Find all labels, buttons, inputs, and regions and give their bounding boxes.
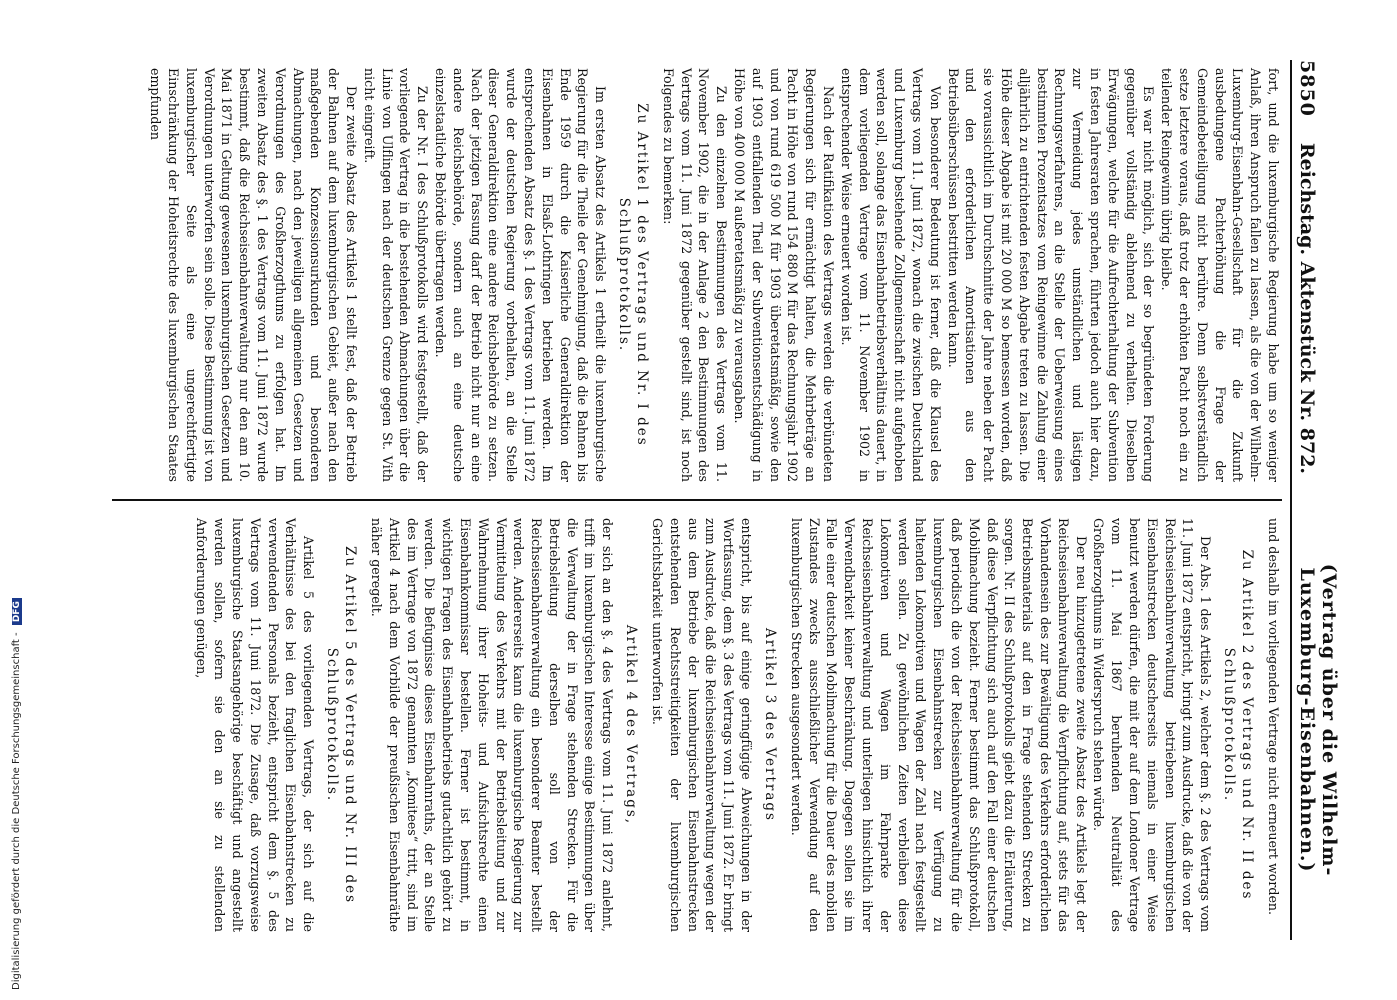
paragraph: Zu der Nr. I des Schlußprotokolls wird festgestellt, daß der vorliegende Vertrag in die bestehenden Abmachungen über die Linie von Ulflingen nach der deutschen Grenze gegen St. Vith nicht eingreift. — [361, 68, 431, 482]
side-caption — [0, 0, 22, 1000]
dfg-logo: DFG — [12, 598, 22, 625]
text-columns — [112, 60, 1282, 940]
side-caption-label: Digitalisierung gefördert durch die Deutsche Forschungsgemeinschaft - — [11, 632, 22, 990]
paragraph: Der neu hinzugetretene zweite Absatz des Artikels legt der Reichseisenbahnverwaltung die Verpflichtung auf, stets für das Vorhandensein des zur Bewältigung des Verkehrs erforderlichen Betriebsmaterials auf den in Frage stehenden Strecken zu sorgen. Nr. II des Schlußprotokolls giebt dazu die Erläuterung, daß diese Verpflichtung sich auch auf den Fall einer deutschen Mobilmachung bezieht. Ferner bestimmt das Schlußprotokoll, daß periodisch die von der Reichseisenbahnverwaltung für die luxemburgischen Eisenbahnstrecken zur Verfügung zu haltenden Lokomotiven und Wagen der Zahl nach festgestellt werden sollen. Zu gewöhnlichen Zeiten verbleiben diese Lokomotiven und Wagen im Fahrparke der Reichseisenbahnverwaltung und unterliegen hinsichtlich ihrer Verwendbarkeit keiner Beschränkung. Dagegen sollen sie im Falle einer deutschen Mobilmachung für die Dauer des mobilen Zustandes zwecks ausschließlicher Verwendung auf den luxemburgischen Strecken ausgesondert werden. — [788, 518, 1089, 932]
side-caption-text — [11, 598, 22, 990]
section-heading: Artikel 3 des Vertrags — [762, 628, 779, 822]
paragraph: Artikel 5 des vorliegenden Vertrags, der sich auf die Verhältnisse des bei den fraglichen Eisenbahnstrecken zu verwendenden Personals bezieht, entspricht dem §. 5 des Vertrags vom 11. Juni 1872. Die Zusage, daß vorzugsweise luxemburgische Staatsangehörige beschäftigt und angestellt werden sollen, sofern sie den an sie zu stellenden Anforderungen genügen, — [194, 518, 317, 932]
header-body: Reichstag. Aktenstück Nr. 872. — [1296, 142, 1318, 475]
paragraph: Zu den einzelnen Bestimmungen des Vertrags vom 11. November 1902, die in der Anlage 2 den Bestimmungen des Vertrags vom 11. Juni 1872 gegenüber gestellt sind, ist noch Folgendes zu bemerken: — [660, 68, 730, 482]
section-heading: Zu Artikel 1 des Vertrags und Nr. I des Schlußprotokolls. — [616, 103, 651, 447]
paragraph: Von besonderer Bedeutung ist ferner, daß die Klausel des Vertrags vom 11. Juni 1872, wonach die zwischen Deutschland und Luxemburg bestehende Zollgemeinschaft nicht aufgehoben werden soll, solange das Eisenbahnbetriebsverhältnis dauert, in dem vorliegenden Vertrage vom 11. November 1902 in entsprechender Weise erneuert worden ist. — [838, 68, 943, 482]
paragraph: und deshalb im vorliegenden Vertrage nicht erneuert worden. — [1266, 518, 1281, 916]
paragraph: fort, und die luxemburgische Regierung habe um so weniger Anlaß, ihren Anspruch fallen zu lassen, als die von der Wilhelm-Luxemburg-Eisenbahn-Gesellschaft für die Zukunft ausbedungene Pachterhöhung die Frage der Gemeindebeteiligung nicht berühre. Denn selbstverständlich setze letztere voraus, daß trotz der erhöhten Pacht noch ein zu teilender Reingewinn übrig bleibe. — [1159, 68, 1281, 482]
paragraph: der sich an den §. 4 des Vertrags vom 11. Juni 1872 anlehnt, trifft im luxemburgischen Interesse einige Bestimmungen über die Verwaltung der in Frage stehenden Strecken. Für die Betriebsleitung derselben soll von der Reichseisenbahnverwaltung ein besonderer Beamter bestellt werden. Andererseits kann die luxemburgische Regierung zur Vermittelung des Verkehrs mit der Betriebsleitung und zur Wahrnehmung ihrer Hoheits- und Aufsichtsrechte einen Eisenbahnkommissar bestellen. Ferner ist bestimmt, in wichtigen Fragen des Eisenbahnbetriebs gutachtlich gehört zu werden. Die Befugnisse dieses Eisenbahnraths, der an Stelle des im Vertrage von 1872 genannten „Komitees“ tritt, sind im Artikel 4 nach dem Vorbilde der preußischen Eisenbahnräthe näher geregelt. — [368, 518, 616, 932]
paragraph: Nach der Ratifikation des Vertrags werden die verbündeten Regierungen sich für ermächtigt halten, die Mehrbeträge an Pacht in Höhe von rund 154 880 M für das Rechnungsjahr 1902 und von rund 619 500 M für 1903 überetatsmäßig, sowie den auf 1903 entfallenden Theil der Subventionsentschädigung in Höhe von 400 000 M außeretatsmäßig zu verausgaben. — [732, 68, 837, 482]
header-title: (Vertrag über die Wilhelm-Luxemburg-Eisenbahnen.) — [1296, 563, 1340, 877]
paragraph: Es war nicht möglich, sich der so begründeten Forderung gegenüber vollständig ablehnend zu verhalten. Dieselben Erwägungen, welche für die Aufrechterhaltung der Subvention in festen Jahresraten sprachen, führten jedoch auch hier dazu, zur Vermeidung jedes umständlichen und lästigen Rechnungsverfahrens, an die Stelle der Ueberweisung eines bestimmten Prozentsatzes vom Reingewinne die Zahlung einer alljährlich zu entrichtenden festen Abgabe treten zu lassen. Die Höhe dieser Abgabe ist mit 20 000 M so bemessen worden, daß sie voraussichtlich im Durchschnitte der Jahre neben der Pacht und den erforderlichen Amortisationen aus den Betriebsüberschüssen bestritten werden kann. — [945, 68, 1157, 482]
left-column — [112, 60, 1282, 490]
document-page — [105, 60, 1340, 940]
paragraph: entspricht, bis auf einige geringfügige Abweichungen in der Wortfassung, dem §. 3 des Vertrags vom 11. Juni 1872. Er bringt zum Ausdrucke, daß die Reichseisenbahnverwaltung wegen der aus dem Betriebe der luxemburgischen Eisenbahnstrecken entstehenden Rechtsstreitigkeiten der luxemburgischen Gerichtsbarkeit unterworfen ist. — [650, 518, 755, 932]
paragraph: Im ersten Absatz des Artikels 1 ertheilt die luxemburgische Regierung für die Theile der Genehmigung, daß die Bahnen bis Ende 1959 durch die Kaiserliche Generaldirektion der Eisenbahnen in Elsaß-Lothringen betrieben werden. Im entsprechenden Absatz des §. 1 des Vertrags vom 11. Juni 1872 wurde der deutschen Regierung vorbehalten, an die Stelle dieser Generaldirektion eine andere Reichsbehörde zu setzen. Nach der jetzigen Fassung darf der Betrieb nicht nur an eine andere Reichsbehörde, sondern auch an eine deutsche einzelstaatliche Behörde übertragen werden. — [432, 68, 609, 482]
column-divider — [112, 499, 1282, 501]
paragraph: Der Abs. 1 des Artikels 2, welcher dem §. 2 des Vertrags vom 11. Juni 1872 entspricht, bringt zum Ausdrucke, daß die von der Reichseisenbahnverwaltung betriebenen luxemburgischen Eisenbahnstrecken deutscherseits niemals in einer Weise benutzt werden dürfen, die mit der auf dem Londoner Vertrage vom 11. Mai 1867 beruhenden Neutralität des Großherzogthums in Widerspruch stehen würde. — [1091, 518, 1214, 932]
section-heading: Zu Artikel 5 des Vertrags und Nr. III des Schlußprotokolls. — [324, 545, 359, 905]
section-heading: Artikel 4 des Vertrags, — [623, 624, 640, 826]
section-heading: Zu Artikel 2 des Vertrags und Nr. II des Schlußprotokolls. — [1221, 549, 1256, 901]
paragraph: Der zweite Absatz des Artikels 1 stellt fest, daß der Betrieb der Bahnen auf dem luxemburgischen Gebiet, außer nach den maßgebenden Konzessionsurkunden und besonderen Abmachungen, nach den jeweiligen allgemeinen Gesetzen und Verordnungen des Großherzogthums zu erfolgen hat. Im zweiten Absatz des §. 1 des Vertrags vom 11. Juni 1872 wurde bestimmt, daß die Reichseisenbahnverwaltung nur den am 10. Mai 1871 in Geltung gewesenen luxemburgischen Gesetzen und Verordnungen unterworfen sein solle. Diese Bestimmung ist von luxemburgischer Seite als eine ungerechtfertigte Einschränkung der Hoheitsrechte des luxemburgischen Staates empfunden — [148, 68, 359, 482]
page-header — [1290, 60, 1340, 940]
page-number: 5850 — [1296, 60, 1318, 117]
right-column — [112, 510, 1282, 940]
